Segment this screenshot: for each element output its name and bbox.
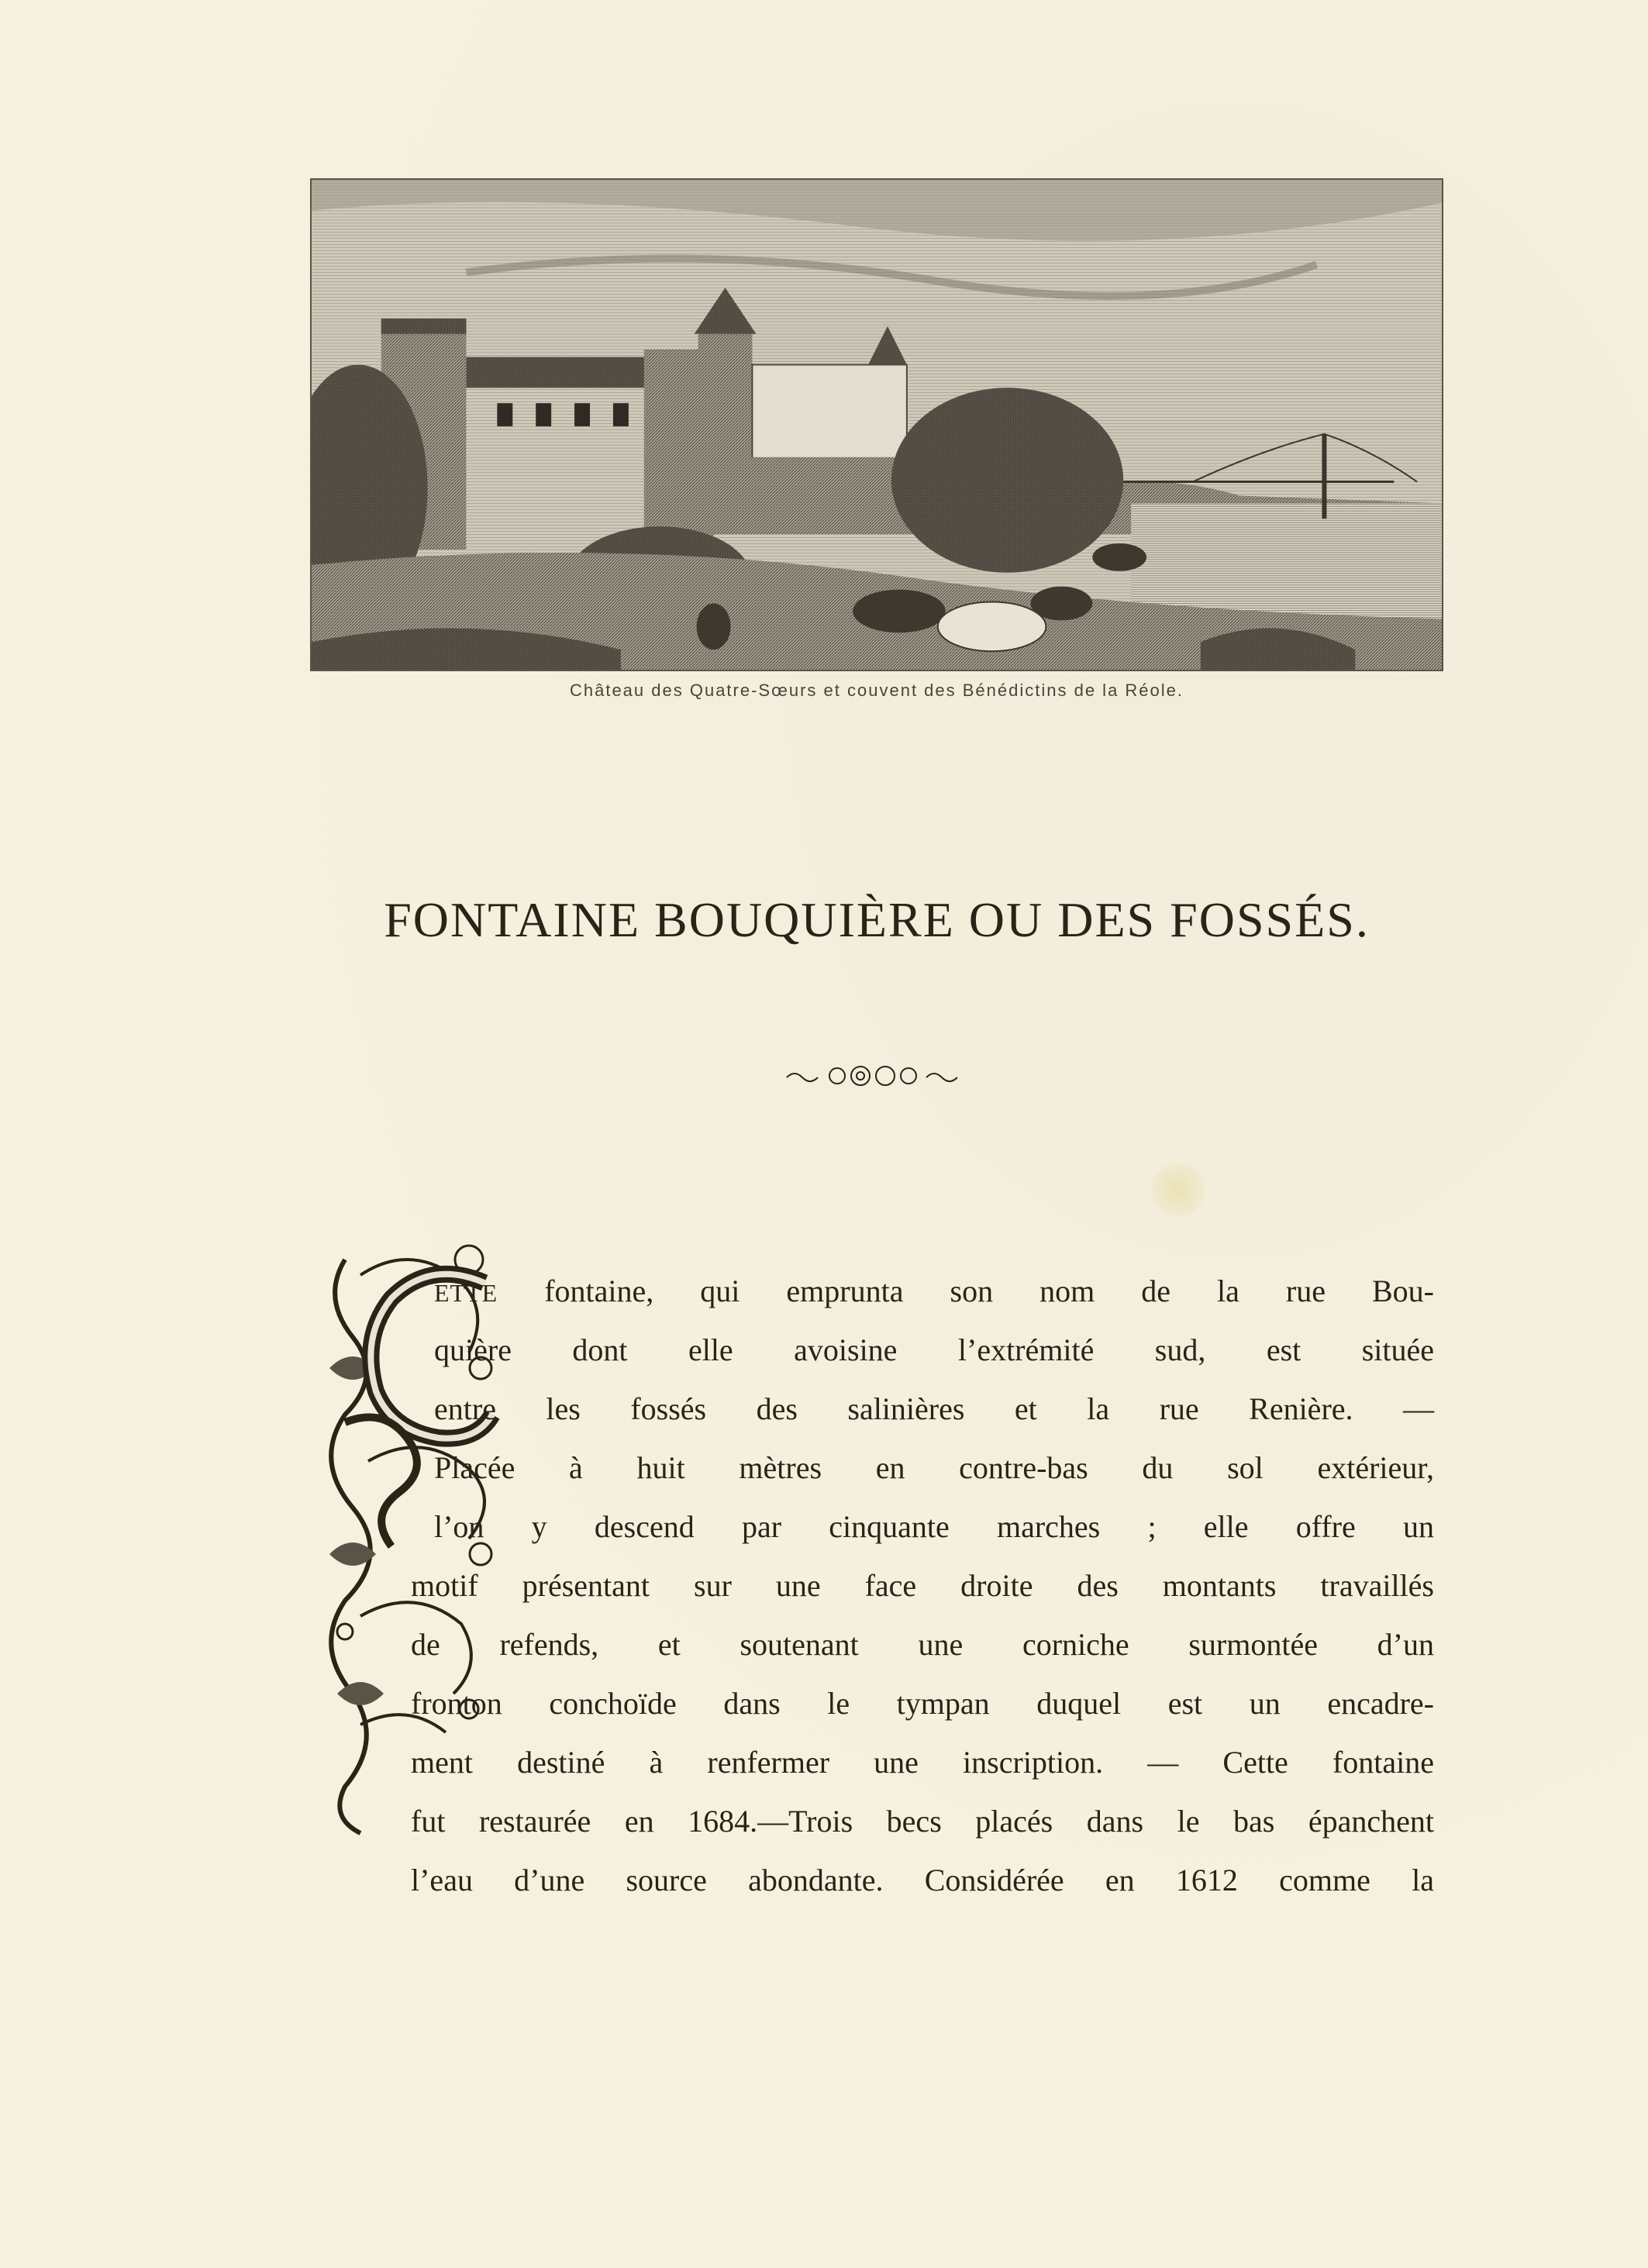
body-line-6 [411, 1556, 1434, 1615]
body-line-text: Placée à huit mètres en contre-bas du sol extérieur, [434, 1450, 1434, 1485]
body-line-text: fronton conchoïde dans le tympan duquel est un encadre- [411, 1686, 1434, 1721]
body-line-7 [411, 1615, 1434, 1674]
fleuron-ornament-icon [783, 1060, 969, 1091]
initial-word-rest: ETTE [434, 1279, 498, 1307]
paper-stain [1151, 1163, 1205, 1217]
engraving-illustration [310, 178, 1443, 671]
body-line-text: de refends, et soutenant une corniche surmontée d’un [411, 1627, 1434, 1662]
body-line-text: ment destiné à renfermer une inscription. — Cette fontaine [411, 1745, 1434, 1780]
body-line-text: quière dont elle avoisine l’extrémité sud, est située [434, 1332, 1434, 1367]
body-line-9 [411, 1733, 1434, 1792]
body-text [411, 1262, 1434, 1910]
body-line-text: l’on y descend par cinquante marches ; elle offre un [434, 1509, 1434, 1544]
body-line-3 [434, 1380, 1434, 1439]
engraving-icon [312, 180, 1442, 670]
body-line-8 [411, 1674, 1434, 1733]
body-line-2 [434, 1321, 1434, 1380]
body-line-11 [411, 1851, 1434, 1910]
body-line-5 [434, 1498, 1434, 1556]
body-line-text: motif présentant sur une face droite des montants travaillés [411, 1568, 1434, 1603]
body-line-text: fontaine, qui emprunta son nom de la rue Bou- [498, 1274, 1434, 1308]
page-title: FONTAINE BOUQUIÈRE OU DES FOSSÉS. [384, 892, 1370, 947]
body-line-text: fut restaurée en 1684.—Trois becs placés dans le bas épanchent [411, 1804, 1434, 1839]
engraving-caption: Château des Quatre-Sœurs et couvent des Bénédictins de la Réole. [569, 681, 1184, 700]
body-line-10 [411, 1792, 1434, 1851]
body-line-text: l’eau d’une source abondante. Considérée en 1612 comme la [411, 1863, 1434, 1897]
body-line-text: entre les fossés des salinières et la rue Renière. — [434, 1391, 1434, 1426]
body-line-4 [434, 1439, 1434, 1498]
body-line-1 [434, 1262, 1434, 1321]
